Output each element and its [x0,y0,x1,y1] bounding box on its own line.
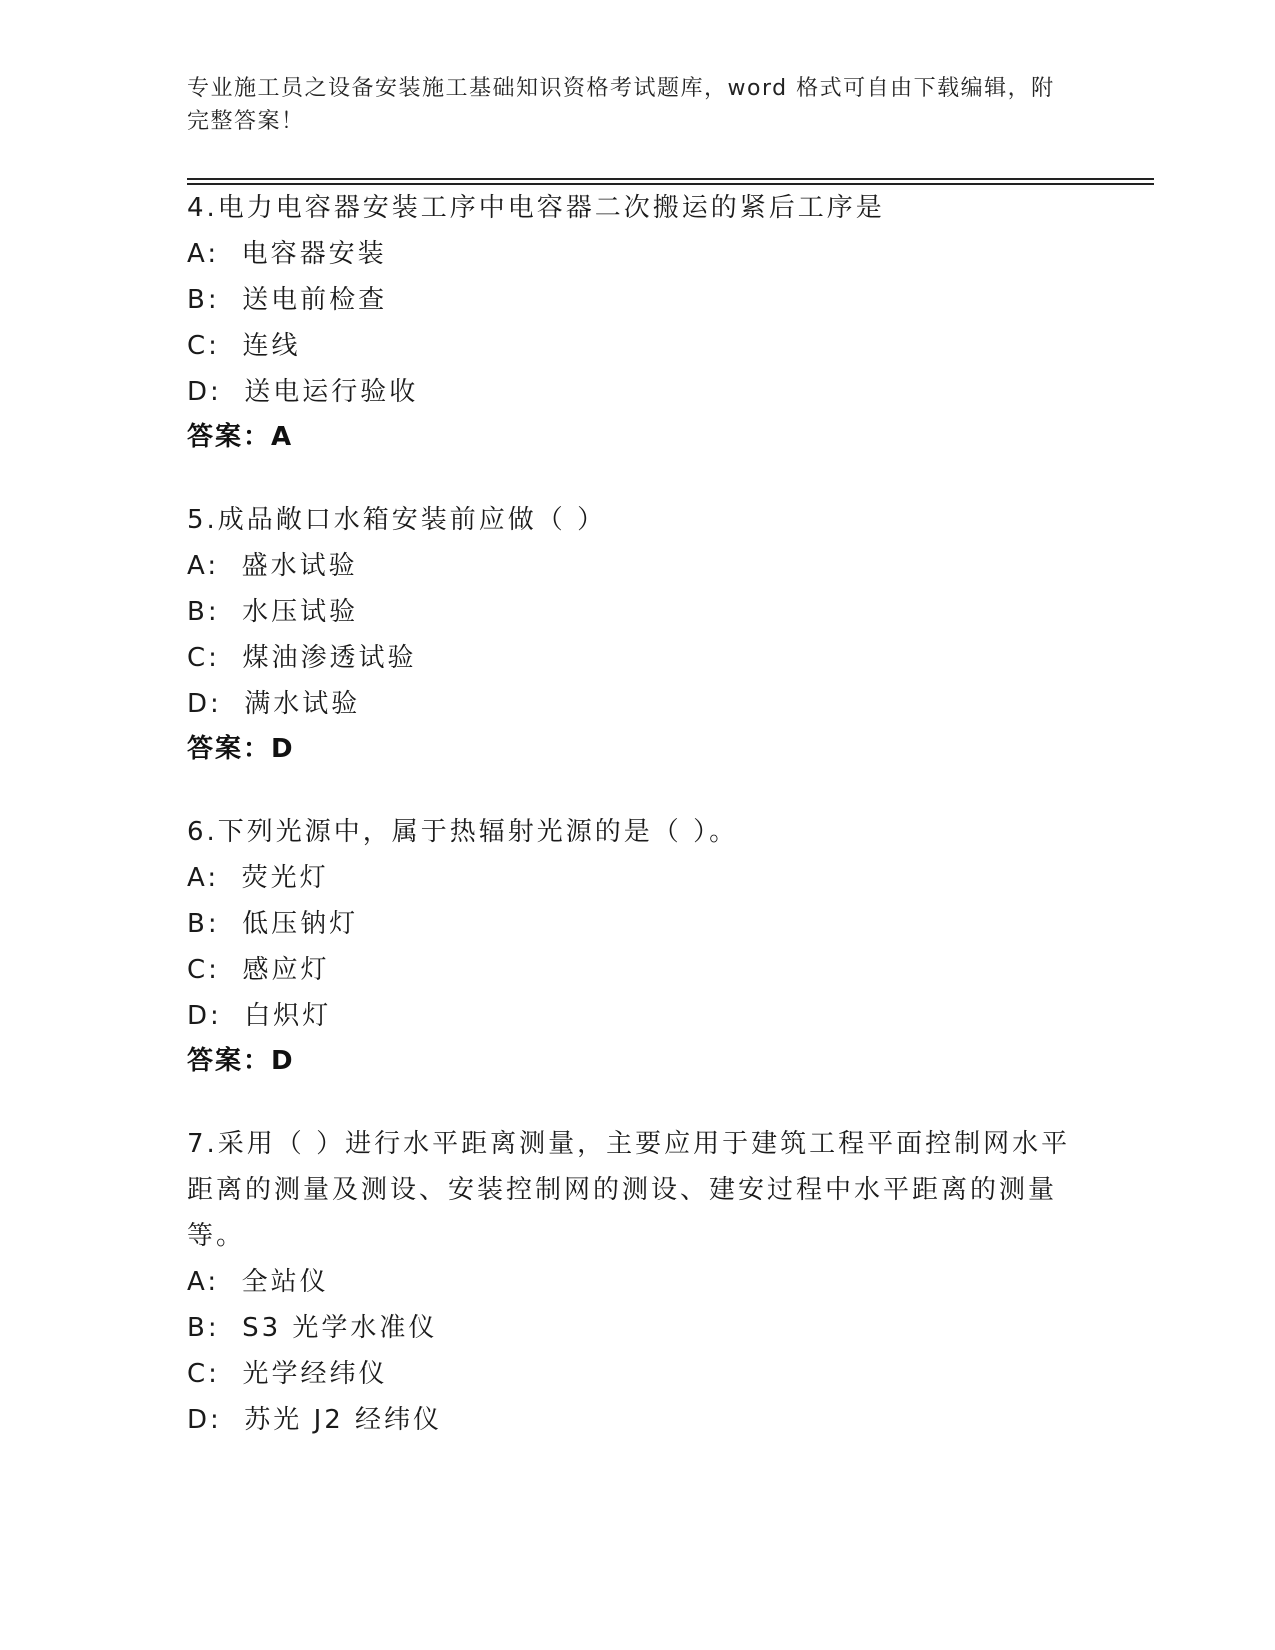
question-6 [187,809,1087,1083]
option-d: D: 苏光 J2 经纬仪 [187,1405,443,1435]
question-stem: 5.成品敞口水箱安装前应做（ ） [187,505,607,535]
option-b: B: 送电前检查 [187,285,388,315]
answer: 答案：D [187,1046,295,1076]
answer: 答案：D [187,734,295,764]
option-b: B: 低压钠灯 [187,909,359,939]
option-a: A: 电容器安装 [187,239,387,269]
option-b: B: S3 光学水准仪 [187,1313,438,1343]
option-c: C: 感应灯 [187,955,330,985]
option-c: C: 煤油渗透试验 [187,643,417,673]
option-b: B: 水压试验 [187,597,359,627]
question-5 [187,497,1087,771]
question-4 [187,185,1087,459]
document-header: 专业施工员之设备安装施工基础知识资格考试题库，word 格式可自由下载编辑，附完整答案！ [187,76,1055,134]
question-stem: 6.下列光源中，属于热辐射光源的是（ ）。 [187,817,739,847]
option-d: D: 满水试验 [187,689,361,719]
option-a: A: 荧光灯 [187,863,329,893]
answer: 答案：A [187,422,294,452]
option-c: C: 光学经纬仪 [187,1359,388,1389]
option-a: A: 全站仪 [187,1267,329,1297]
header-divider-top [187,178,1154,180]
option-d: D: 送电运行验收 [187,377,419,407]
question-stem: 7.采用（ ）进行水平距离测量，主要应用于建筑工程平面控制网水平距离的测量及测设、安装控制网的测设、建安过程中水平距离的测量等。 [187,1129,1071,1251]
option-a: A: 盛水试验 [187,551,358,581]
option-d: D: 白炽灯 [187,1001,332,1031]
question-stem: 4.电力电容器安装工序中电容器二次搬运的紧后工序是 [187,193,885,223]
question-7 [187,1121,1087,1443]
question-list [187,185,1087,1481]
option-c: C: 连线 [187,331,301,361]
